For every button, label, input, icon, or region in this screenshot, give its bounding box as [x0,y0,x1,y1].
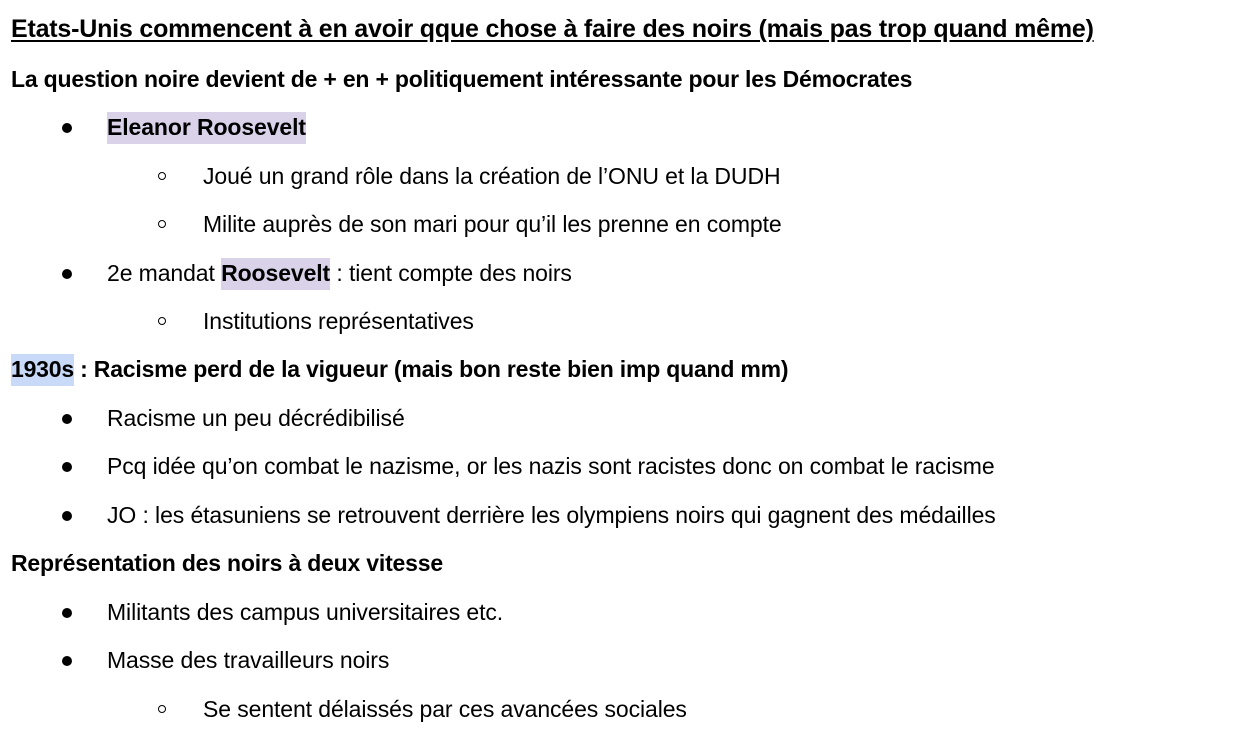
highlighted-name: Eleanor Roosevelt [107,112,306,144]
bullet-disc [62,269,72,279]
list-item-racisme: Racisme un peu décrédibilisé [107,405,405,431]
list-item-eleanor [107,110,306,144]
bullet-circle [158,317,166,325]
highlighted-date: 1930s [11,354,74,386]
section-heading-representation: Représentation des noirs à deux vitesse [11,550,443,576]
bullet-disc [62,462,72,472]
heading-rest: : Racisme perd de la vigueur (mais bon reste bien imp quand mm) [73,356,789,382]
list-item-militants: Militants des campus universitaires etc. [107,599,504,625]
list-item-travailleurs: Masse des travailleurs noirs [107,647,390,673]
mandat-prefix: 2e mandat [107,260,222,286]
mandat-suffix: : tient compte des noirs [330,260,572,286]
bullet-disc [62,656,72,666]
bullet-circle [158,172,166,180]
bullet-circle [158,705,166,713]
bullet-disc [62,511,72,521]
sub-list-item-milite: Milite auprès de son mari pour qu’il les prenne en compte [203,211,782,237]
document-title: Etats-Unis commencent à en avoir qque chose à faire des noirs (mais pas trop quand même) [11,15,1094,43]
bullet-disc [62,414,72,424]
bullet-circle [158,220,166,228]
sub-list-item-institutions: Institutions représentatives [203,308,474,334]
bullet-disc [62,123,72,133]
section-heading-democrates: La question noire devient de + en + politiquement intéressante pour les Démocrates [11,66,913,92]
bullet-disc [62,608,72,618]
list-item-jo: JO : les étasuniens se retrouvent derrière les olympiens noirs qui gagnent des médailles [107,502,996,528]
sub-list-item-onu: Joué un grand rôle dans la création de l’ONU et la DUDH [203,163,781,189]
section-heading-1930s [11,352,788,386]
highlighted-name: Roosevelt [221,258,330,290]
list-item-nazisme: Pcq idée qu’on combat le nazisme, or les nazis sont racistes donc on combat le racisme [107,453,995,479]
sub-list-item-delaisses: Se sentent délaissés par ces avancées sociales [203,696,687,722]
list-item-mandat [107,256,572,290]
